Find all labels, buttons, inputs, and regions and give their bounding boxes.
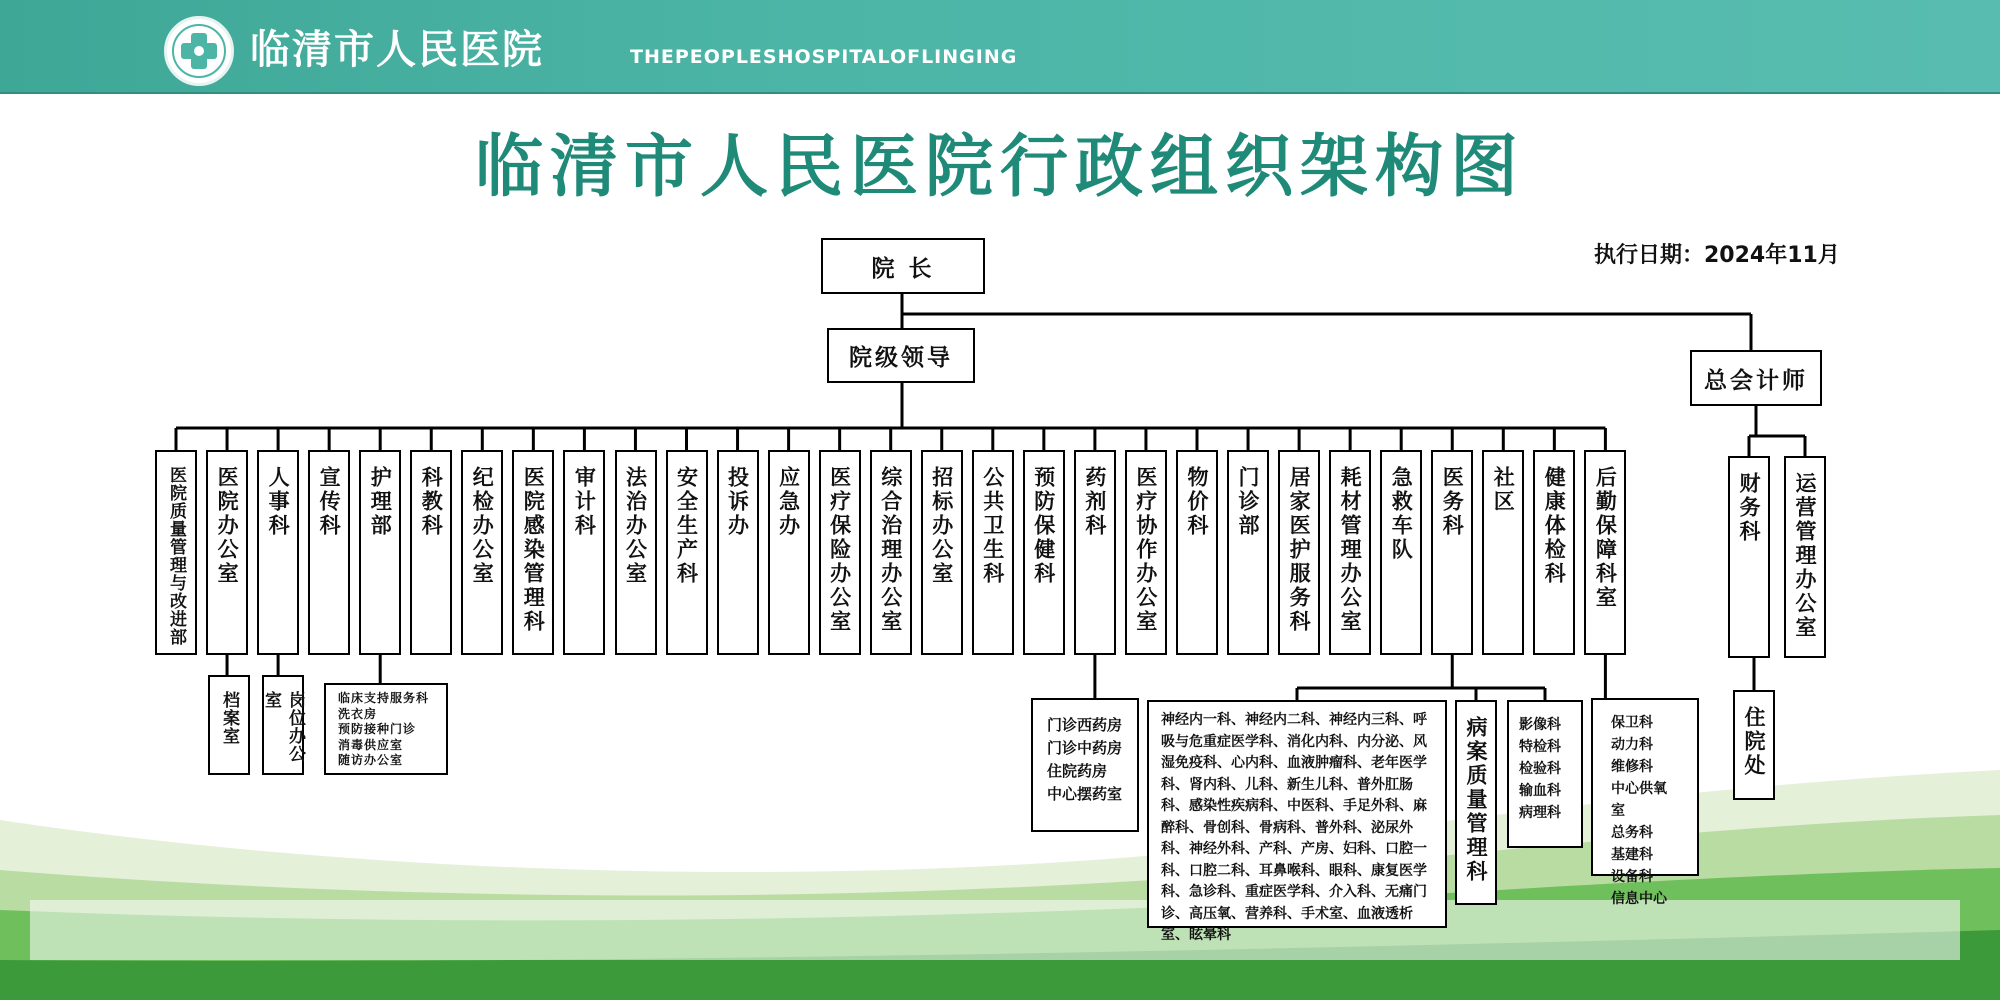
execution-date: 执行日期：2024年11月 <box>1594 243 1840 268</box>
dept-label: 应急办 <box>776 466 801 538</box>
list-item: 预防接种门诊 <box>338 722 417 736</box>
dept-box-12 <box>768 450 810 655</box>
dept-box-26 <box>1482 450 1524 655</box>
dept-label: 医院感染管理科 <box>521 466 546 634</box>
sub-post-office-label: 岗位办公室 <box>261 691 305 763</box>
dept-box-25 <box>1431 450 1473 655</box>
pharmacy-sub-units-box <box>1031 698 1139 832</box>
inpatient-office-label: 住院处 <box>1742 706 1766 778</box>
dept-label: 纪检办公室 <box>470 466 495 586</box>
dept-label: 医疗协作办公室 <box>1133 466 1158 634</box>
dept-box-21 <box>1227 450 1269 655</box>
dept-label: 急救车队 <box>1389 466 1414 562</box>
hospital-name: 临清市人民医院 <box>250 27 544 73</box>
inpatient-office-box <box>1733 690 1775 800</box>
medical-record-box <box>1455 700 1497 905</box>
list-item: 中心摆药室 <box>1047 785 1123 803</box>
list-item: 输血科 <box>1519 783 1561 799</box>
dept-label: 科教科 <box>419 466 444 538</box>
list-item: 洗衣房 <box>338 706 378 721</box>
finance-dept-box-1 <box>1784 456 1826 658</box>
finance-dept-label: 运营管理办公室 <box>1793 472 1817 640</box>
dept-box-1 <box>206 450 248 655</box>
dept-label: 医疗保险办公室 <box>827 466 852 634</box>
list-item: 随访办公室 <box>338 753 404 767</box>
list-item: 消毒供应室 <box>338 737 404 752</box>
dept-box-23 <box>1329 450 1371 655</box>
dept-label: 居家医护服务科 <box>1287 466 1312 634</box>
dept-label: 健康体检科 <box>1542 466 1567 586</box>
medical-tech-box <box>1507 700 1583 848</box>
medical-record-label: 病案质量管理科 <box>1464 716 1488 884</box>
list-item: 信息中心 <box>1611 891 1667 907</box>
dept-label: 门诊部 <box>1236 466 1260 538</box>
sub-archives-box <box>208 675 250 775</box>
dept-box-4 <box>359 450 401 655</box>
dept-label: 安全生产科 <box>674 466 699 586</box>
list-item: 门诊西药房 <box>1047 716 1123 734</box>
dept-label: 宣传科 <box>317 466 342 538</box>
dept-label: 投诉办 <box>725 466 750 538</box>
clinical-departments-box <box>1147 700 1447 943</box>
list-item: 特检科 <box>1519 739 1561 755</box>
logistics-sub-units-box <box>1591 698 1699 907</box>
finance-dept-label: 财务科 <box>1737 472 1761 544</box>
dept-box-15 <box>921 450 963 655</box>
list-item: 临床支持服务科 <box>338 691 430 705</box>
dept-label: 社区 <box>1491 466 1516 514</box>
dept-box-16 <box>972 450 1014 655</box>
dept-box-14 <box>870 450 912 655</box>
list-item: 病理科 <box>1519 805 1561 821</box>
dept-box-24 <box>1380 450 1422 655</box>
dept-label: 医院办公室 <box>215 466 240 586</box>
dept-label: 审计科 <box>572 466 597 538</box>
dept-box-9 <box>615 450 657 655</box>
finance-dept-box-0 <box>1728 456 1770 658</box>
dept-label: 公共卫生科 <box>980 466 1005 586</box>
dept-label: 护理部 <box>368 466 393 538</box>
list-item: 影像科 <box>1519 717 1561 733</box>
dept-label: 后勤保障科室 <box>1593 466 1618 610</box>
dept-box-17 <box>1023 450 1065 655</box>
list-item: 总务科 <box>1611 825 1653 841</box>
dept-box-28 <box>1584 450 1626 655</box>
list-item: 设备科 <box>1611 869 1653 885</box>
nursing-sub-units-box <box>324 683 448 775</box>
clinical-departments-text: 神经内一科、神经内二科、神经内三科、呼吸与危重症医学科、消化内科、内分泌、风湿免疫科、心内科、血液肿瘤科、老年医学科、肾内科、儿科、新生儿科、普外肛肠科、感染性疾病科、中医科、手足外科、麻醉科、骨创科、骨病科、普外科、泌尿外科、神经外科、产科、产房、妇科、口腔一科、口腔二科、耳鼻喉科、眼科、康复医学科、急诊科、重症医学科、介入科、无痛门诊、高压氧、营养科、手术室、血液透析室、眩晕科 <box>1161 712 1427 943</box>
dept-box-7 <box>512 450 554 655</box>
dept-label: 人事科 <box>266 466 291 538</box>
sub-archives-label: 档案室 <box>219 691 239 745</box>
dept-box-13 <box>819 450 861 655</box>
list-item: 检验科 <box>1519 761 1561 777</box>
list-item: 基建科 <box>1611 847 1653 863</box>
dept-label: 招标办公室 <box>929 466 954 586</box>
list-item: 住院药房 <box>1047 762 1108 780</box>
dept-box-2 <box>257 450 299 655</box>
president-box: 院 长 <box>821 238 985 294</box>
hospital-name-en: THEPEOPLESHOSPITALOFLINGING <box>630 46 1018 68</box>
leadership-box: 院级领导 <box>827 328 975 383</box>
dept-label: 预防保健科 <box>1031 466 1056 586</box>
list-item: 动力科 <box>1611 737 1653 753</box>
dept-box-11 <box>717 450 759 655</box>
sub-post-office-box <box>262 675 304 775</box>
dept-box-27 <box>1533 450 1575 655</box>
list-item: 保卫科 <box>1611 715 1653 731</box>
dept-box-18 <box>1074 450 1116 655</box>
dept-box-0 <box>155 450 197 655</box>
dept-box-22 <box>1278 450 1320 655</box>
dept-label: 耗材管理办公室 <box>1338 466 1363 634</box>
list-item: 门诊中药房 <box>1047 739 1123 757</box>
dept-box-3 <box>308 450 350 655</box>
dept-box-20 <box>1176 450 1218 655</box>
page-title: 临清市人民医院行政组织架构图 <box>474 128 1525 207</box>
dept-label: 药剂科 <box>1082 466 1107 538</box>
dept-label: 医务科 <box>1440 466 1465 538</box>
dept-label: 综合治理办公室 <box>878 466 903 634</box>
dept-box-6 <box>461 450 503 655</box>
dept-box-19 <box>1125 450 1167 655</box>
chief-accountant-box: 总会计师 <box>1690 350 1822 406</box>
list-item: 中心供氧室 <box>1611 781 1667 819</box>
dept-box-5 <box>410 450 452 655</box>
dept-label: 医院质量管理与改进部 <box>166 466 186 646</box>
dept-box-8 <box>563 450 605 655</box>
list-item: 维修科 <box>1611 759 1653 775</box>
dept-box-10 <box>666 450 708 655</box>
dept-label: 物价科 <box>1185 466 1209 538</box>
dept-label: 法治办公室 <box>623 466 648 586</box>
